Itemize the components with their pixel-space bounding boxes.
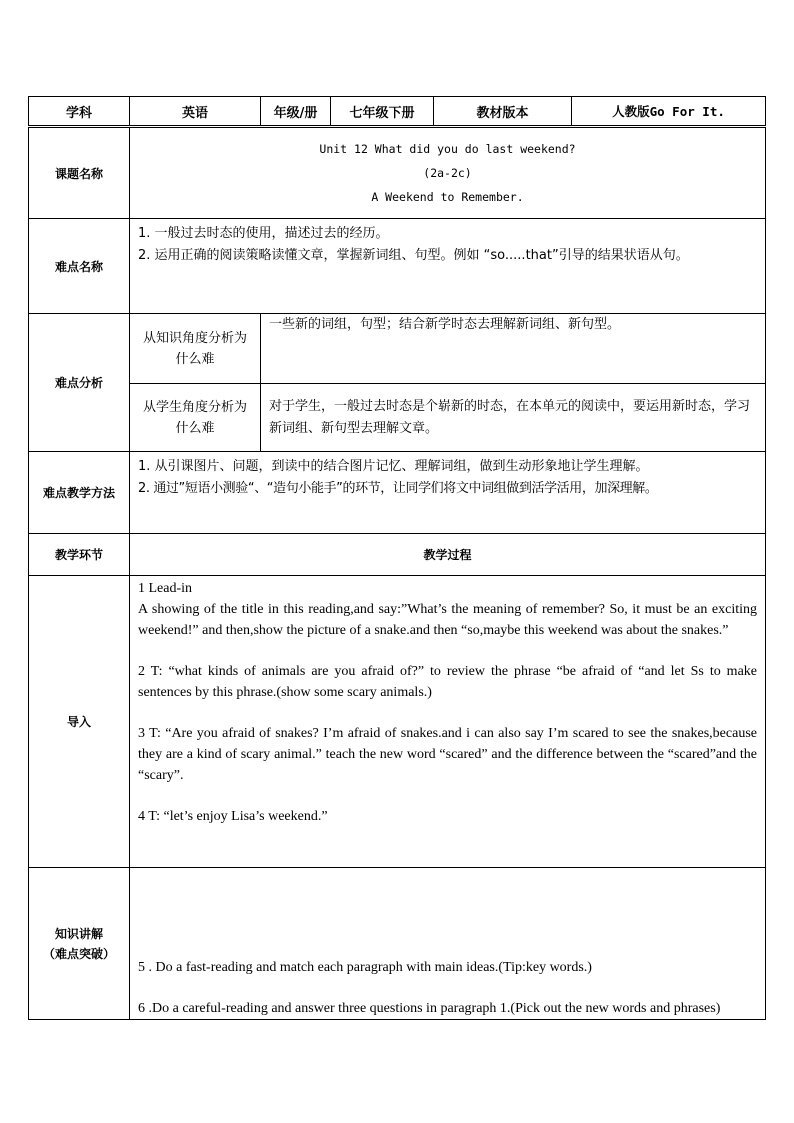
edition-value: 人教版Go For It. xyxy=(572,97,766,127)
topic-line-1: Unit 12 What did you do last weekend? xyxy=(319,142,576,156)
difficulty-label: 难点名称 xyxy=(29,219,130,314)
subject-label: 学科 xyxy=(29,97,130,127)
difficulty-line-1: 1. 一般过去时态的使用，描述过去的经历。 xyxy=(138,226,389,241)
topic-content xyxy=(130,127,766,219)
topic-row xyxy=(29,127,766,219)
edition-label: 教材版本 xyxy=(434,97,572,127)
method-content xyxy=(130,452,766,534)
difficulty-content xyxy=(130,219,766,314)
process-header-row xyxy=(29,534,766,576)
intro-step-3-text: 3 T: “Are you afraid of snakes? I’m afraid of snakes.and i can also say I’m scared to see the snakes,because they are a kind of scary animal.” teach the new word “scared” and the difference between the “scared”and the “scary”. xyxy=(138,726,757,783)
analysis-knowledge-row xyxy=(29,314,766,384)
knowledge-label-line-1: 知识讲解 xyxy=(54,926,103,941)
analysis-label: 难点分析 xyxy=(29,314,130,452)
topic-line-2: (2a-2c) xyxy=(423,166,472,180)
method-line-2: 2. 通过”短语小测验“、“造句小能手”的环节，让同学们将文中词组做到活学活用，加深理解。 xyxy=(138,481,658,496)
lesson-plan-document xyxy=(28,96,765,1020)
knowledge-label xyxy=(29,868,130,1020)
student-angle-text: 对于学生，一般过去时态是个崭新的时态，在本单元的阅读中，要运用新时态，学习新词组、新句型去理解文章。 xyxy=(261,384,766,452)
intro-step-1-title: 1 Lead-in xyxy=(138,581,193,596)
knowledge-content xyxy=(130,868,766,1020)
grade-label: 年级/册 xyxy=(261,97,331,127)
topic-label: 课题名称 xyxy=(29,127,130,219)
knowledge-step-5-text: 5 . Do a fast-reading and match each paragraph with main ideas.(Tip:key words.) xyxy=(138,960,592,975)
intro-step-2-text: 2 T: “what kinds of animals are you afraid of?” to review the phrase “be afraid of “and let Ss to make sentences by this phrase.(show some scary animals.) xyxy=(138,664,757,700)
knowledge-angle-text: 一些新的词组，句型；结合新学时态去理解新词组、新句型。 xyxy=(261,314,766,384)
grade-value: 七年级下册 xyxy=(331,97,434,127)
analysis-student-row xyxy=(29,384,766,452)
lesson-plan-table xyxy=(28,96,766,1020)
subject-value: 英语 xyxy=(130,97,261,127)
knowledge-label-line-2: （难点突破） xyxy=(42,946,115,961)
knowledge-step-6-text: 6 .Do a careful-reading and answer three questions in paragraph 1.(Pick out the new words and phrases) xyxy=(138,1001,721,1016)
stage-header: 教学环节 xyxy=(29,534,130,576)
header-row xyxy=(29,97,766,127)
intro-step-1-text: A showing of the title in this reading,and say:”What’s the meaning of remember? So, it must be an exciting weekend!” and then,show the picture of a snake.and then “so,maybe this weekend was about the snakes.” xyxy=(138,602,757,638)
difficulty-row xyxy=(29,219,766,314)
method-label: 难点教学方法 xyxy=(29,452,130,534)
topic-line-3: A Weekend to Remember. xyxy=(371,190,524,204)
method-row xyxy=(29,452,766,534)
student-angle-label: 从学生角度分析为什么难 xyxy=(130,384,261,452)
intro-content xyxy=(130,576,766,868)
intro-label: 导入 xyxy=(29,576,130,868)
knowledge-angle-label: 从知识角度分析为什么难 xyxy=(130,314,261,384)
process-header: 教学过程 xyxy=(130,534,766,576)
intro-step-4-text: 4 T: “let’s enjoy Lisa’s weekend.” xyxy=(138,809,328,824)
intro-row xyxy=(29,576,766,868)
knowledge-row xyxy=(29,868,766,1020)
difficulty-line-2: 2. 运用正确的阅读策略读懂文章，掌握新词组、句型。例如 “so.....that”引导的结果状语从句。 xyxy=(138,248,689,263)
method-line-1: 1. 从引课图片、问题，到读中的结合图片记忆、理解词组，做到生动形象地让学生理解。 xyxy=(138,459,649,474)
